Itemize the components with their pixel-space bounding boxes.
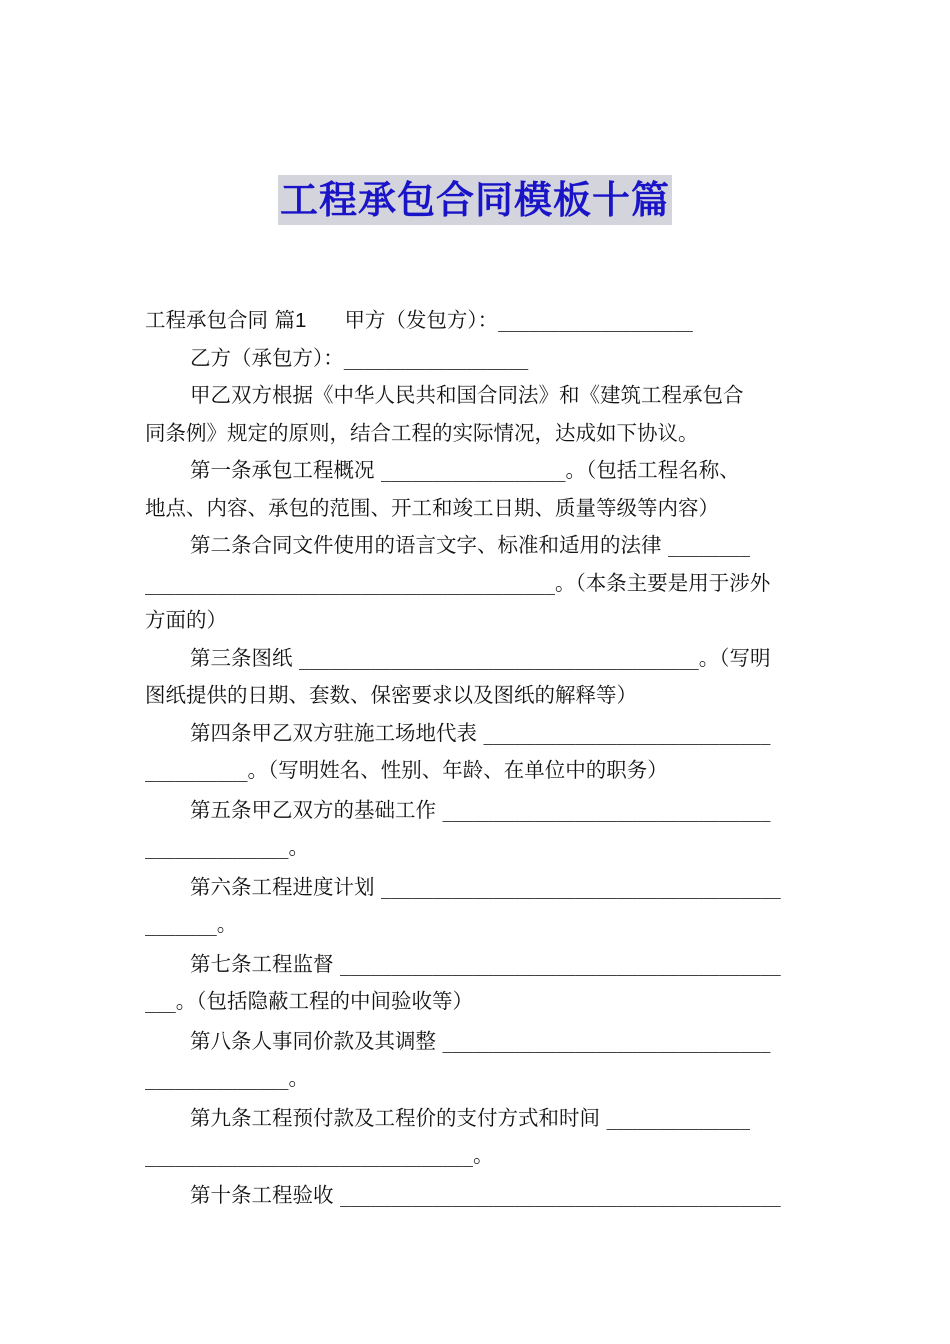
clause-line: ______________。 [145, 835, 309, 859]
contract-heading: 工程承包合同 篇 [145, 308, 296, 332]
clause-line: 第四条甲乙双方驻施工场地代表 ____________________________ [190, 720, 771, 745]
clause-paragraph [145, 527, 807, 640]
document-body [145, 302, 807, 1214]
clause-line: 第七条工程监督 ___________________________________________ [190, 951, 781, 976]
clause-line: ________________________________。 [145, 1143, 494, 1167]
clause-line: 第六条工程进度计划 _______________________________________ [190, 874, 781, 899]
clause-line: 第三条图纸 _______________________________________。（写明 [190, 645, 771, 670]
clause-line: __________。（写明姓名、性别、年龄、在单位中的职务） [145, 758, 668, 782]
clause-line: 方面的） [145, 608, 227, 632]
clause-line: 甲乙双方根据《中华人民共和国合同法》和《建筑工程承包合 [190, 383, 744, 407]
clause-paragraph [145, 792, 807, 867]
clause-line: ______________。 [145, 1066, 309, 1090]
clause-line: ___。（包括隐蔽工程的中间验收等） [145, 989, 473, 1013]
clause-line: 同条例》规定的原则，结合工程的实际情况，达成如下协议。 [145, 420, 699, 445]
clause-line: 第一条承包工程概况 __________________。（包括工程名称、 [190, 458, 740, 482]
title-container [0, 175, 950, 225]
clause-line: 第九条工程预付款及工程价的支付方式和时间 ______________ [190, 1105, 751, 1130]
clause-paragraph [145, 869, 807, 944]
clause-paragraph [145, 640, 807, 715]
clause-line: 第八条人事同价款及其调整 ________________________________ [190, 1028, 771, 1053]
clause-line: 第五条甲乙双方的基础工作 ________________________________ [190, 797, 771, 822]
clause-line: _______。 [145, 912, 238, 936]
clause-line: 第十条工程验收 ___________________________________________ [190, 1182, 781, 1207]
party-a-line: 甲方（发包方）：___________________ [344, 308, 693, 332]
clause-paragraph [145, 1100, 807, 1175]
party-b-line: 乙方（承包方）：__________________ [190, 345, 529, 370]
clause-paragraph [145, 1023, 807, 1098]
document-title: 工程承包合同模板十篇 [278, 175, 672, 225]
clause-line: 地点、内容、承包的范围、开工和竣工日期、质量等级等内容） [145, 495, 719, 520]
clause-paragraph [145, 715, 807, 790]
clause-line: 图纸提供的日期、套数、保密要求以及图纸的解释等） [145, 683, 637, 707]
clause-line: ________________________________________。（本条主要是用于涉外 [145, 570, 771, 595]
intro-line [145, 302, 807, 340]
clause-list [145, 377, 807, 1214]
contract-heading-number: 1 [295, 309, 307, 332]
clause-line: 第二条合同文件使用的语言文字、标准和适用的法律 ________ [190, 533, 751, 557]
clause-paragraph [145, 1177, 807, 1215]
clause-paragraph [145, 452, 807, 527]
clause-paragraph [145, 946, 807, 1021]
clause-paragraph [145, 377, 807, 452]
